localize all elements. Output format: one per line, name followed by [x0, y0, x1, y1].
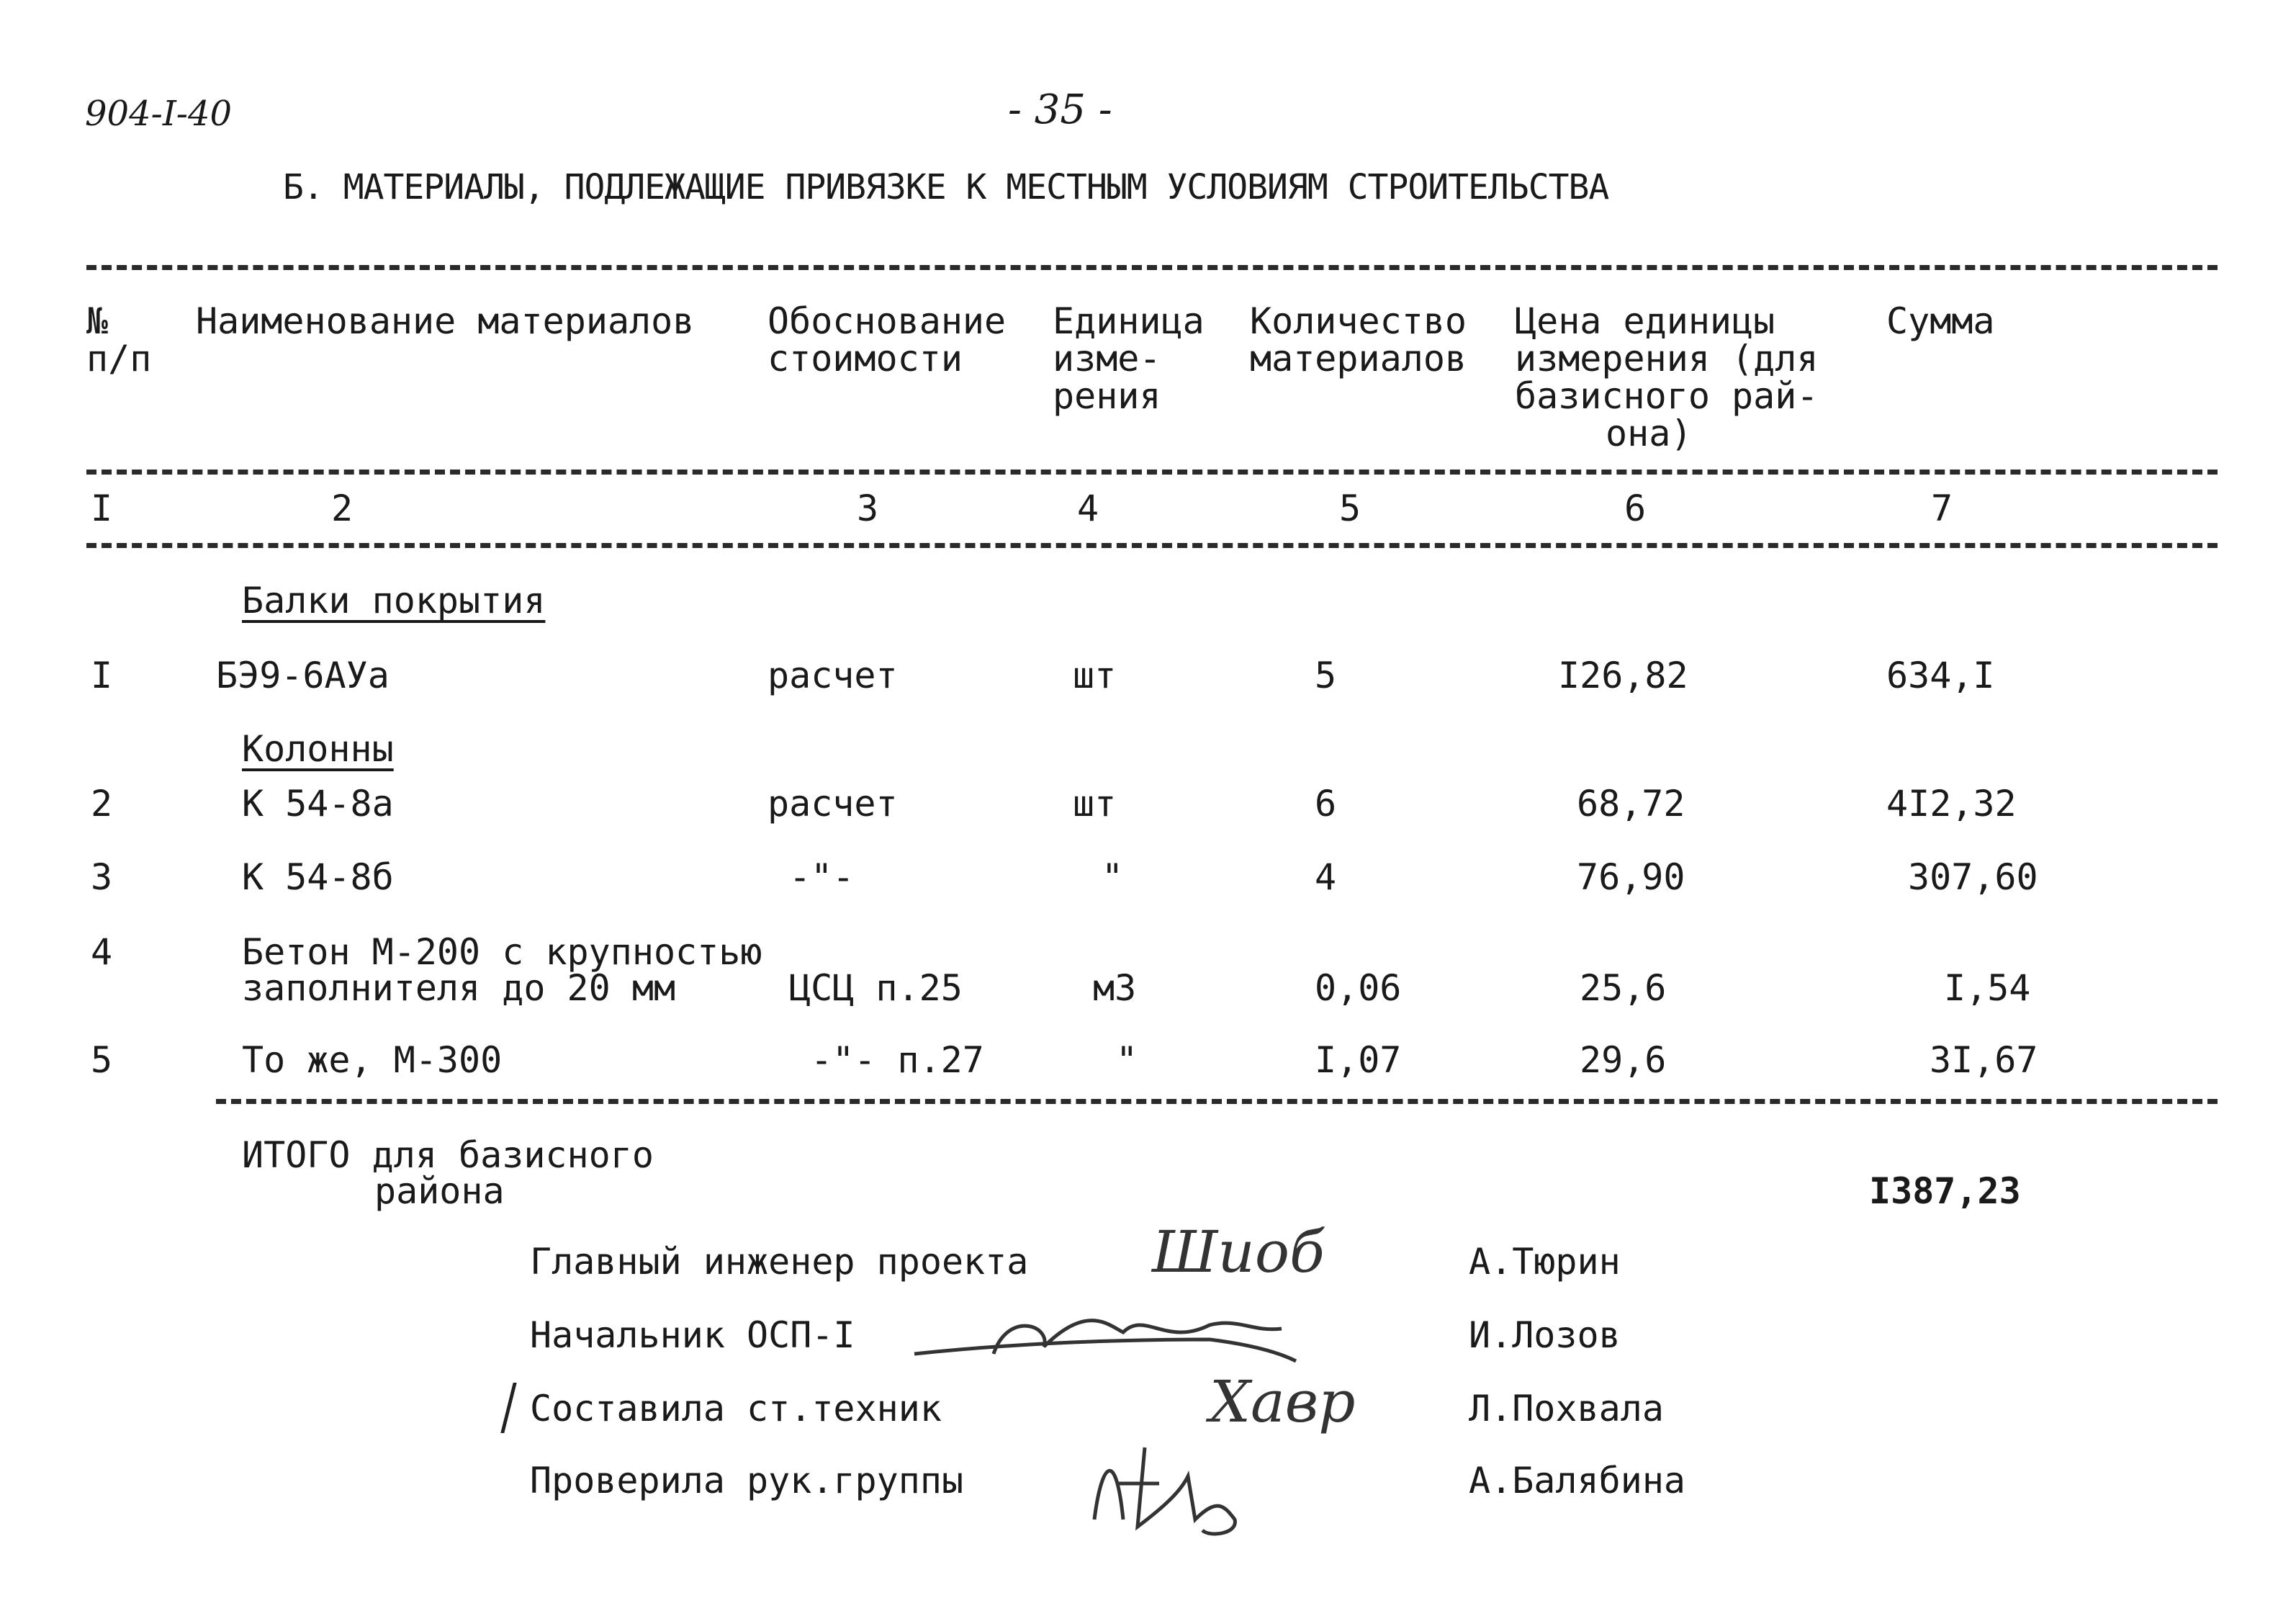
signatory-name: А.Тюрин	[1469, 1241, 1621, 1283]
row-basis: -"-	[789, 856, 855, 898]
signature-role: Начальник ОСП-I	[530, 1314, 855, 1356]
header-bottom-rule	[86, 470, 2218, 475]
row-unit: "	[1102, 856, 1124, 898]
col-number-2: 2	[331, 488, 354, 529]
margin-mark	[500, 1383, 523, 1433]
signature-role: Проверила рук.группы	[530, 1460, 964, 1501]
row-price: 29,6	[1580, 1039, 1667, 1081]
row-basis: ЦСЦ п.25	[789, 967, 963, 1009]
group-label-columns: Колонны	[242, 728, 394, 770]
signature-role: Составила ст.техник	[530, 1388, 942, 1429]
row-unit: шт	[1073, 783, 1117, 825]
row-name-line-1: Бетон М-200 с крупностью	[242, 931, 762, 973]
header-col-name: Наименование материалов	[196, 300, 695, 342]
row-basis: -"- п.27	[811, 1039, 984, 1081]
row-unit: "	[1116, 1039, 1138, 1081]
signatory-name: А.Балябина	[1469, 1460, 1686, 1501]
group-label-beams: Балки покрытия	[242, 580, 546, 621]
row-sum: 634,I	[1886, 655, 1995, 696]
header-col-basis: Обоснование стоимости	[767, 300, 1007, 380]
row-sum: 307,60	[1908, 856, 2038, 898]
row-number: I	[91, 655, 113, 696]
row-unit: шт	[1073, 655, 1117, 696]
row-quantity: I,07	[1315, 1039, 1402, 1081]
row-quantity: 0,06	[1315, 967, 1402, 1009]
header-col-sum: Сумма	[1886, 300, 1995, 342]
row-price: 76,90	[1577, 856, 1685, 898]
signature-handwritten: Шиоб	[1152, 1218, 1325, 1285]
col-number-7: 7	[1931, 488, 1953, 529]
row-sum: I,54	[1944, 967, 2031, 1009]
col-number-6: 6	[1624, 488, 1647, 529]
section-title: Б. МАТЕРИАЛЫ, ПОДЛЕЖАЩИЕ ПРИВЯЗКЕ К МЕСТНЫМ УСЛОВИЯМ СТРОИТЕЛЬСТВА	[283, 167, 1609, 207]
header-col-quantity: Количество материалов	[1250, 300, 1467, 380]
col-number-1: I	[91, 488, 113, 529]
row-number: 2	[91, 783, 113, 825]
col-number-3: 3	[857, 488, 879, 529]
signature-scribble	[1080, 1433, 1253, 1541]
signature-scribble	[907, 1296, 1310, 1375]
signature-role: Главный инженер проекта	[530, 1241, 1029, 1283]
document-code: 904-I-40	[85, 94, 233, 134]
signatory-name: Л.Похвала	[1469, 1388, 1664, 1429]
signature-handwritten: Хавр	[1210, 1368, 1356, 1435]
row-sum: 3I,67	[1930, 1039, 2038, 1081]
header-col-unit: Единица изме- рения	[1053, 300, 1205, 417]
row-price: 68,72	[1577, 783, 1685, 825]
total-value: I387,23	[1869, 1170, 2021, 1212]
total-label-line-2: района	[374, 1170, 505, 1212]
row-name-line-2: заполнителя до 20 мм	[242, 967, 676, 1009]
signatory-name: И.Лозов	[1469, 1314, 1621, 1356]
row-quantity: 5	[1315, 655, 1337, 696]
page-number: - 35 -	[1008, 86, 1112, 133]
row-sum: 4I2,32	[1886, 783, 2017, 825]
header-top-rule	[86, 265, 2218, 270]
row-price: I26,82	[1558, 655, 1688, 696]
col-number-rule	[86, 543, 2218, 548]
row-name: БЭ9-6АУа	[216, 655, 390, 696]
row-price: 25,6	[1580, 967, 1667, 1009]
header-col-number: № п/п	[86, 300, 152, 380]
row-name: К 54-8б	[242, 856, 394, 898]
row-name: К 54-8а	[242, 783, 394, 825]
row-quantity: 4	[1315, 856, 1337, 898]
total-label-line-1: ИТОГО для базисного	[242, 1134, 654, 1176]
row-name: То же, М-300	[242, 1039, 503, 1081]
row-basis: расчет	[767, 783, 898, 825]
row-quantity: 6	[1315, 783, 1337, 825]
row-basis: расчет	[767, 655, 898, 696]
header-col-price: Цена единицы измерения (для базисного рай- она)	[1515, 300, 1819, 454]
col-number-4: 4	[1077, 488, 1099, 529]
row-number: 4	[91, 931, 113, 973]
row-number: 5	[91, 1039, 113, 1081]
col-number-5: 5	[1339, 488, 1361, 529]
row-number: 3	[91, 856, 113, 898]
row-unit: м3	[1093, 967, 1137, 1009]
table-bottom-rule	[216, 1099, 2218, 1104]
